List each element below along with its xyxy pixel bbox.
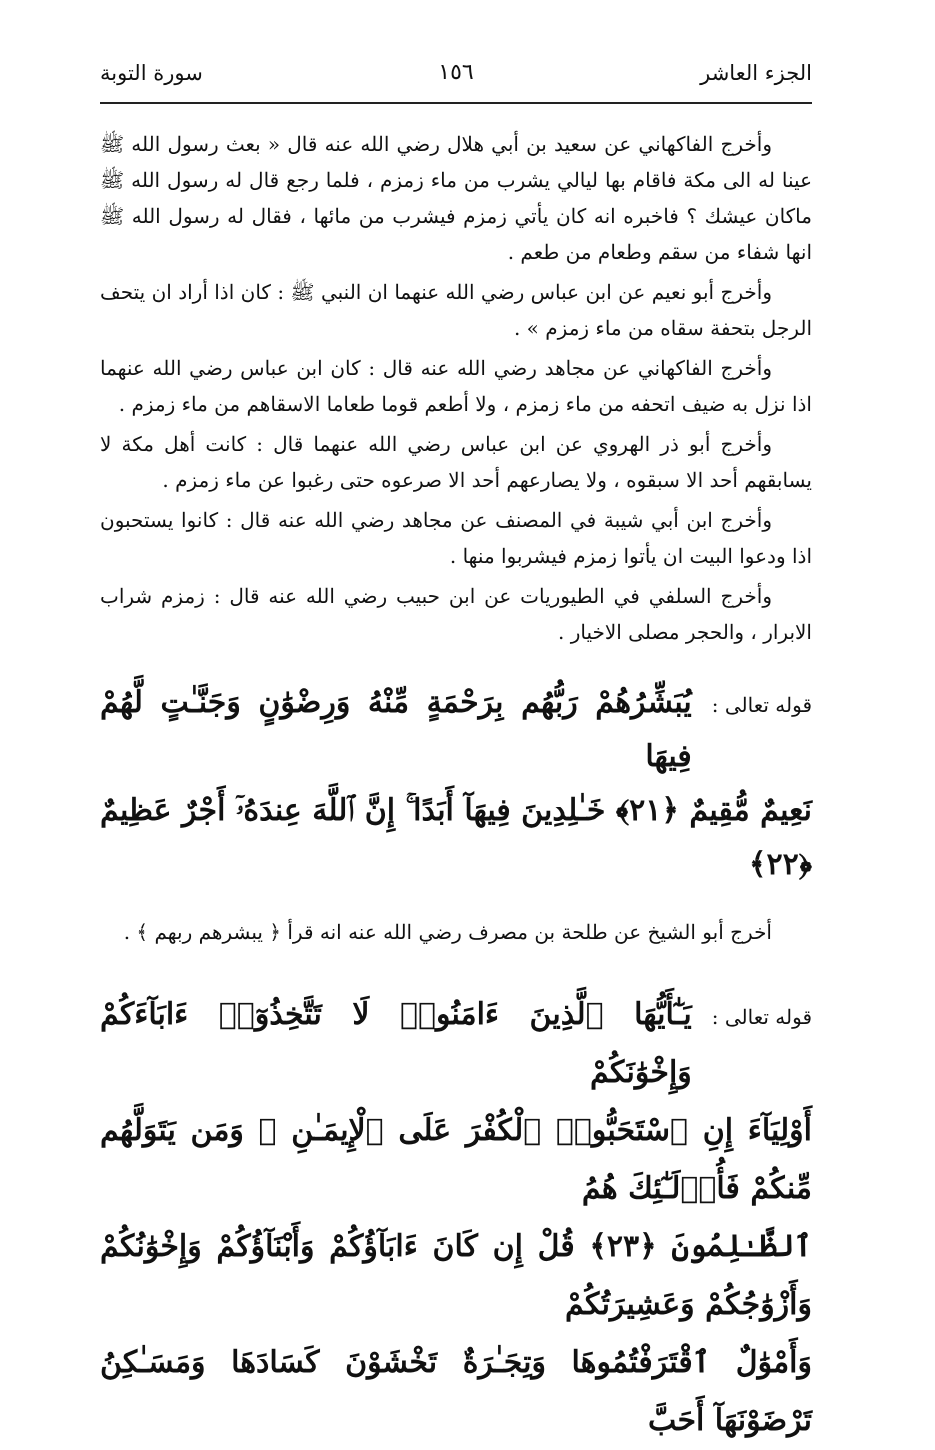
volume-label: الجزء العاشر [700,61,812,85]
verse-block-21-22 [100,676,812,892]
verse-line: يَـٰٓأَيُّهَا ٱلَّذِينَ ءَامَنُوا۟ لَا تَتَّخِذُوٓا۟ ءَابَآءَكُمْ وَإِخْوَٰنَكُمْ [100,997,692,1090]
verse-line: يُبَشِّرُهُمْ رَبُّهُم بِرَحْمَةٍ مِّنْهُ وَرِضْوَٰنٍ وَجَنَّـٰتٍ لَّهُمْ فِيهَا [100,685,692,774]
paragraph-abu-nuaym: وأخرج أبو نعيم عن ابن عباس رضي الله عنهما ان النبي ﷺ : كان اذا أراد ان يتحف الرجل بتحفة سقاه من ماء زمزم » . [100,280,812,340]
verse-line: ٱلظَّـٰلِمُونَ ﴿٢٣﴾ قُلْ إِن كَانَ ءَابَآؤُكُمْ وَأَبْنَآؤُكُمْ وَإِخْوَٰنُكُمْ وَأَزْوَٰجُكُمْ وَعَشِيرَتُكُمْ [100,1229,812,1322]
verse-first-row [100,676,812,784]
running-header [100,58,812,98]
paragraph-abu-dharr: وأخرج أبو ذر الهروي عن ابن عباس رضي الله عنهما قال : كانت أهل مكة لا يسابقهم أحد الا سبقوه ، ولا يصارعهم أحد الا صرعوه حتى رغبوا عن ماء زمزم . [100,432,812,492]
verse-line: وَأَمْوَٰلٌ ٱقْتَرَفْتُمُوهَا وَتِجَـٰرَةٌ تَخْشَوْنَ كَسَادَهَا وَمَسَـٰكِنُ تَرْضَوْنَهَآ أَحَبَّ [100,1345,812,1438]
verse-block-23-24 [100,986,812,1450]
verse-label: قوله تعالى : [711,1005,812,1029]
verse-line: أَوْلِيَآءَ إِنِ ٱسْتَحَبُّوا۟ ٱلْكُفْرَ عَلَى ٱلْإِيمَـٰنِ ۚ وَمَن يَتَوَلَّهُم مِّنكُمْ فَأُو۟لَـٰٓئِكَ هُمُ [100,1113,812,1206]
verse-line: نَعِيمٌ مُّقِيمٌ ﴿٢١﴾ خَـٰلِدِينَ فِيهَآ أَبَدًا ۚ إِنَّ ٱللَّهَ عِندَهُۥٓ أَجْرٌ عَظِيمٌ ﴿٢٢﴾ [100,793,812,882]
verse-first-row [100,986,812,1102]
header-divider [100,102,812,104]
page-body [100,126,812,1450]
paragraph-fakihani-mujahid: وأخرج الفاكهاني عن مجاهد رضي الله عنه قال : كان ابن عباس رضي الله عنهما اذا نزل به ضيف اتحفه من ماء زمزم ، ولا أطعم قوما طعاما الاسقاهم من ماء زمزم . [100,356,812,416]
paragraph-abu-shaykh: أخرج أبو الشيخ عن طلحة بن مصرف رضي الله عنه انه قرأ ﴿ يبشرهم ربهم ﴾ . [123,920,772,944]
verse-label: قوله تعالى : [711,693,812,717]
paragraph-silafi: وأخرج السلفي في الطيوريات عن ابن حبيب رضي الله عنه قال : زمزم شراب الابرار ، والحجر مصلى الاخيار . [100,584,812,644]
paragraph-ibn-abi-shayba: وأخرج ابن أبي شيبة في المصنف عن مجاهد رضي الله عنه قال : كانوا يستحبون اذا ودعوا البيت ان يأتوا زمزم فيشربوا منها . [100,508,812,568]
page-number: ١٥٦ [438,60,474,85]
paragraph-fakihani-saeed: وأخرج الفاكهاني عن سعيد بن أبي هلال رضي الله عنه قال « بعث رسول الله ﷺ عينا له الى مكة فاقام بها ليالي يشرب من ماء زمزم ، فلما رجع قال له رسول الله ﷺ ماكان عيشك ؟ فاخبره انه كان يأتي زمزم فيشرب من مائها ، فقال له رسول الله ﷺ انها شفاء من سقم وطعام من طعم . [100,132,812,264]
surah-label: سورة التوبة [100,61,203,85]
